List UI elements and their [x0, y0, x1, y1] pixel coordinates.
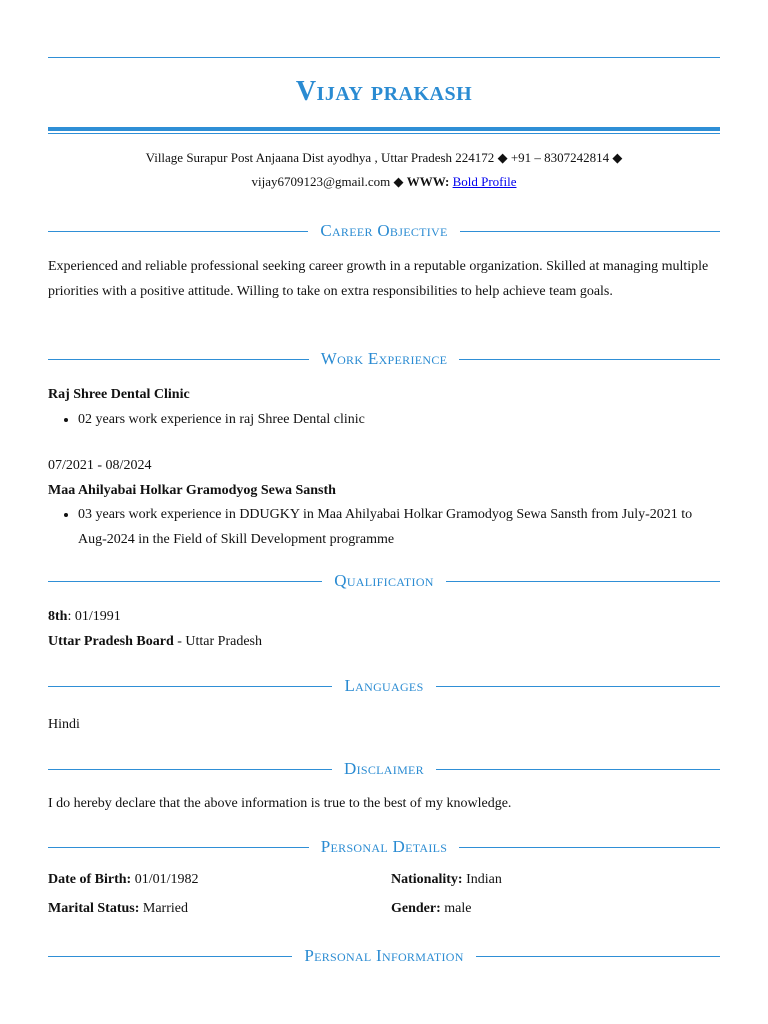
marital-row [48, 901, 188, 917]
section-personal-details [48, 835, 720, 859]
work-bullet: • 03 years work experience in DDUGKY in Maa Ahilyabai Holkar Gramodyog Sewa Sansth from July-2021 to Aug-2024 in the Field of Skill Development programme [78, 503, 720, 552]
section-title: Career Objective [320, 221, 448, 240]
section-career-objective [48, 219, 720, 243]
header-thick-rule [48, 127, 720, 131]
section-title: Personal Details [320, 837, 448, 856]
separator-diamond: ◆ [612, 150, 623, 165]
contact-phone: +91 – 8307242814 [510, 150, 610, 165]
separator-diamond: ◆ [393, 174, 404, 189]
section-personal-information [48, 944, 720, 968]
section-title: Qualification [334, 571, 434, 590]
gender-value: male [440, 901, 472, 916]
nationality-value: Indian [462, 872, 502, 887]
work-bullet: • 02 years work experience in raj Shree Dental clinic [78, 408, 720, 433]
work-dates: 07/2021 - 08/2024 [48, 458, 152, 473]
section-title: Languages [344, 676, 424, 695]
contact-address: Village Surapur Post Anjaana Dist ayodhya , Uttar Pradesh 224172 [145, 150, 495, 165]
qualification-date: : 01/1991 [67, 609, 121, 624]
header-thin-rule [48, 133, 720, 134]
nationality-row [391, 872, 502, 888]
disclaimer-text: I do hereby declare that the above information is true to the best of my knowledge. [48, 796, 512, 811]
separator-diamond: ◆ [497, 150, 508, 165]
candidate-name: Vijay prakash [295, 76, 473, 107]
qualification-location: - Uttar Pradesh [173, 633, 262, 649]
dob-label: Date of Birth: [48, 872, 132, 887]
language-item: Hindi [48, 717, 80, 732]
section-disclaimer [48, 757, 720, 781]
section-title: Disclaimer [344, 759, 424, 778]
dob-value: 01/01/1982 [131, 872, 199, 887]
marital-value: Married [139, 901, 188, 916]
header-top-rule [48, 57, 720, 58]
qualification-entry [48, 605, 720, 654]
www-label: WWW: [406, 174, 450, 189]
gender-label: Gender: [391, 901, 441, 916]
contact-email: vijay6709123@gmail.com [251, 174, 391, 189]
marital-label: Marital Status: [48, 901, 140, 916]
contact-info [48, 146, 720, 194]
gender-row [391, 901, 471, 917]
work-employer: Maa Ahilyabai Holkar Gramodyog Sewa Sansth [48, 482, 336, 498]
career-objective-text: Experienced and reliable professional seeking career growth in a reputable organization. Skilled at managing multiple priorities with a positive attitude. Willing to take on extra responsibilities to help achieve team goals. [48, 259, 709, 299]
work-entry [48, 454, 720, 552]
section-qualification [48, 569, 720, 593]
nationality-label: Nationality: [391, 872, 463, 887]
section-title: Personal Information [304, 946, 464, 965]
section-title: Work Experience [320, 349, 448, 368]
qualification-degree: 8th [48, 609, 68, 624]
dob-row [48, 872, 198, 888]
work-employer: Raj Shree Dental Clinic [48, 387, 190, 402]
section-work-experience [48, 347, 720, 371]
profile-link[interactable]: Bold Profile [452, 174, 517, 189]
work-entry [48, 383, 720, 432]
section-languages [48, 674, 720, 698]
qualification-board: Uttar Pradesh Board [48, 633, 174, 649]
